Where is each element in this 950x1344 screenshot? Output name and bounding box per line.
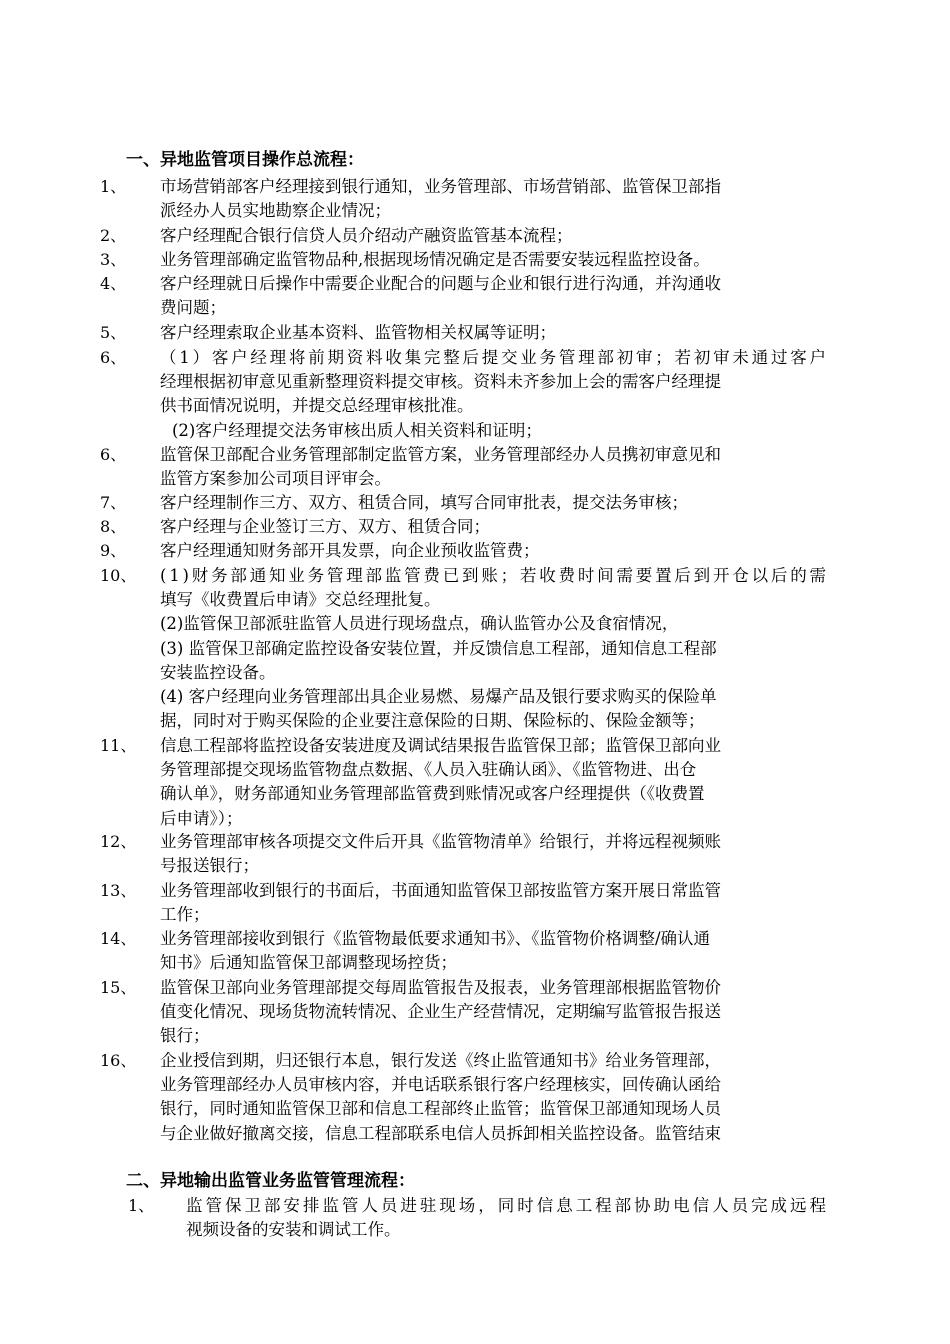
list-item-text-line: 业务管理部确定监管物品种,根据现场情况确定是否需要安装远程监控设备。 <box>160 250 710 269</box>
list-item-number: 4、 <box>100 274 127 293</box>
list-item-number: 13、 <box>100 881 137 900</box>
list-item-text-line: 工作； <box>160 905 210 925</box>
list-item-number: 7、 <box>100 493 127 512</box>
list-item-text-line: (4) 客户经理向业务管理部出具企业易燃、易爆产品及银行要求购买的保险单 <box>160 687 717 706</box>
section-heading: 二、异地输出监管业务监管管理流程： <box>126 1171 415 1191</box>
list-item-text-line: (1)财务部通知业务管理部监管费已到账；若收费时间需要置后到开仓以后的需 <box>160 566 829 585</box>
list-item-number: 11、 <box>100 736 137 755</box>
list-item-text-line: 视频设备的安装和调试工作。 <box>186 1220 401 1240</box>
list-item-text-line: 安装监控设备。 <box>160 662 276 682</box>
list-item-text-line: 确认单》，财务部通知业务管理部监管费到账情况或客户经理提供（《收费置 <box>160 784 705 804</box>
list-item-text-line: 业务管理部审核各项提交文件后开具《监管物清单》给银行，并将远程视频账 <box>160 832 721 851</box>
list-item-number: 6、 <box>100 348 127 367</box>
list-item-number: 12、 <box>100 832 137 851</box>
list-item-text-line: 后申请》）； <box>160 808 243 828</box>
list-item-text-line: 监管保卫部配合业务管理部制定监管方案，业务管理部经办人员携初审意见和 <box>160 445 721 464</box>
list-item-text-line: 填写《收费置后申请》交总经理批复。 <box>160 590 441 610</box>
list-item-text-line: (3) 监管保卫部确定监控设备安装位置，并反馈信息工程部，通知信息工程部 <box>160 638 717 658</box>
list-item-number: 14、 <box>100 929 137 948</box>
list-item-number: 1、 <box>100 177 127 196</box>
list-item-text-line: 监管保卫部向业务管理部提交每周监管报告及报表，业务管理部根据监管物价 <box>160 978 721 997</box>
list-item-number: 2、 <box>100 226 127 245</box>
list-item-text-line: 值变化情况、现场货物流转情况、企业生产经营情况，定期编写监管报告报送 <box>160 1002 721 1022</box>
list-item-number: 5、 <box>100 323 127 342</box>
list-item-text-line: 与企业做好撤离交接，信息工程部联系电信人员拆卸相关监控设备。监管结束 <box>160 1123 721 1143</box>
list-item-number: 6、 <box>100 445 127 464</box>
list-item-number: 9、 <box>100 541 127 560</box>
list-item-text-line: 银行； <box>160 1026 210 1046</box>
list-item-text-line: 企业授信到期，归还银行本息，银行发送《终止监管通知书》给业务管理部， <box>160 1051 721 1070</box>
list-item-text-line: 供书面情况说明，并提交总经理审核批准。 <box>160 396 474 416</box>
list-item-text-line: 客户经理配合银行信贷人员介绍动产融资监管基本流程； <box>160 226 573 245</box>
list-item-text-line: (2)监管保卫部派驻监管人员进行现场盘点，确认监管办公及食宿情况， <box>160 614 679 634</box>
list-item-text-line: 市场营销部客户经理接到银行通知，业务管理部、市场营销部、监管保卫部指 <box>160 177 721 196</box>
list-item-text-line: （1）客户经理将前期资料收集完整后提交业务管理部初审；若初审未通过客户 <box>160 348 829 367</box>
list-item-text-line: 客户经理就日后操作中需要企业配合的问题与企业和银行进行沟通，并沟通收 <box>160 274 721 293</box>
list-item-text-line: 经理根据初审意见重新整理资料提交审核。资料未齐参加上会的需客户经理提 <box>160 372 721 392</box>
list-item-text-line: 客户经理索取企业基本资料、监管物相关权属等证明； <box>160 323 556 342</box>
list-item-text-line: 客户经理制作三方、双方、租赁合同，填写合同审批表，提交法务审核； <box>160 493 688 512</box>
list-item-text-line: 业务管理部接收到银行《监管物最低要求通知书》、《监管物价格调整/确认通 <box>160 929 711 948</box>
list-item-number: 1、 <box>128 1196 155 1215</box>
list-item-text-line: 据，同时对于购买保险的企业要注意保险的日期、保险标的、保险金额等； <box>160 711 705 731</box>
list-item-text-line: 号报送银行； <box>160 856 259 876</box>
list-item-number: 15、 <box>100 978 137 997</box>
list-item-text-line: 费问题； <box>160 298 226 318</box>
list-item-number: 10、 <box>100 566 137 585</box>
list-item-number: 8、 <box>100 517 127 536</box>
list-item-text-line: 派经办人员实地勘察企业情况； <box>160 201 391 221</box>
list-item-text-line: 业务管理部经办人员审核内容，并电话联系银行客户经理核实，回传确认函给 <box>160 1075 721 1095</box>
list-item-text-line: 客户经理与企业签订三方、双方、租赁合同； <box>160 517 490 536</box>
section-heading: 一、异地监管项目操作总流程： <box>126 150 364 170</box>
list-item-text-line: 银行，同时通知监管保卫部和信息工程部终止监管；监管保卫部通知现场人员 <box>160 1099 721 1119</box>
list-item-text-line: 业务管理部收到银行的书面后，书面通知监管保卫部按监管方案开展日常监管 <box>160 881 721 900</box>
list-item-text-line: 监管方案参加公司项目评审会。 <box>160 469 391 489</box>
list-item-text-line: (2)客户经理提交法务审核出质人相关资料和证明； <box>172 420 542 440</box>
list-item-text-line: 信息工程部将监控设备安装进度及调试结果报告监管保卫部；监管保卫部向业 <box>160 736 721 755</box>
list-item-number: 16、 <box>100 1051 137 1070</box>
list-item-text-line: 监管保卫部安排监管人员进驻现场，同时信息工程部协助电信人员完成远程 <box>186 1196 829 1215</box>
list-item-text-line: 知书》后通知监管保卫部调整现场控货； <box>160 953 457 973</box>
list-item-text-line: 客户经理通知财务部开具发票，向企业预收监管费； <box>160 541 540 560</box>
list-item-number: 3、 <box>100 250 127 269</box>
list-item-text-line: 务管理部提交现场监管物盘点数据、《人员入驻确认函》、《监管物进、出仓 <box>160 760 697 780</box>
